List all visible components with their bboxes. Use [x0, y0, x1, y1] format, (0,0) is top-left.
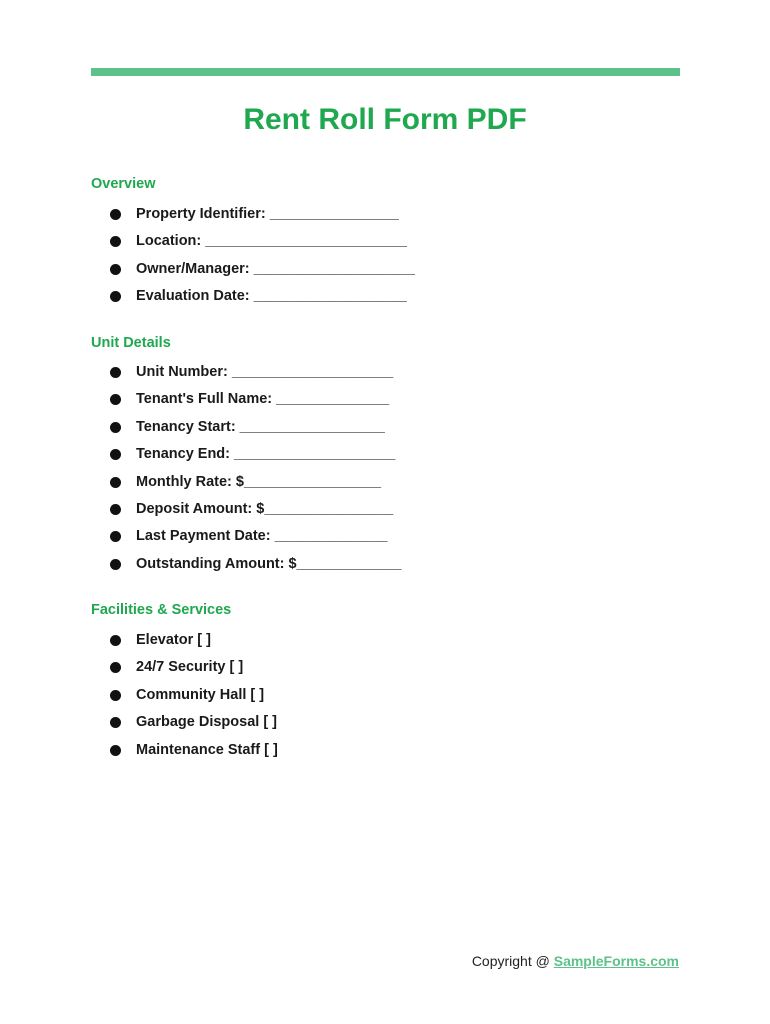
bullet-icon: [110, 449, 121, 460]
facilities-checklist: [110, 631, 278, 759]
field-property-identifier[interactable]: [110, 205, 415, 223]
overview-field-list: [110, 205, 415, 305]
section-heading-overview: Overview: [91, 176, 156, 192]
field-tenancy-end[interactable]: [110, 445, 401, 463]
header-accent-bar: [91, 68, 680, 76]
field-outstanding-amount[interactable]: [110, 555, 401, 573]
field-tenant-full-name[interactable]: [110, 390, 401, 408]
sampleforms-link[interactable]: SampleForms.com: [553, 953, 679, 969]
copyright-text: Copyright @: [471, 953, 554, 969]
field-label: Unit Number: ____________________: [136, 364, 394, 380]
field-label: Deposit Amount: $________________: [136, 500, 394, 517]
bullet-icon: [110, 291, 121, 302]
bullet-icon: [110, 367, 121, 378]
field-label: Tenancy Start: __________________: [136, 418, 385, 435]
field-label: Monthly Rate: $_________________: [136, 473, 382, 490]
bullet-icon: [110, 394, 121, 405]
field-evaluation-date[interactable]: [110, 287, 415, 305]
checkbox-label: 24/7 Security [ ]: [136, 659, 244, 676]
bullet-icon: [110, 264, 121, 275]
field-label: Tenancy End: ____________________: [136, 446, 396, 463]
bullet-icon: [110, 422, 121, 433]
field-owner-manager[interactable]: [110, 260, 415, 278]
bullet-icon: [110, 477, 121, 488]
field-label: Owner/Manager: ____________________: [136, 260, 415, 277]
bullet-icon: [110, 635, 121, 646]
field-unit-number[interactable]: [110, 363, 401, 381]
field-tenancy-start[interactable]: [110, 418, 401, 436]
bullet-icon: [110, 662, 121, 673]
document-title: Rent Roll Form PDF: [243, 103, 527, 136]
bullet-icon: [110, 690, 121, 701]
field-label: Tenant's Full Name: ______________: [136, 391, 390, 408]
section-heading-facilities: Facilities & Services: [91, 602, 232, 618]
checkbox-label: Elevator [ ]: [136, 632, 211, 648]
bullet-icon: [110, 209, 121, 220]
checkbox-security[interactable]: [110, 658, 278, 676]
checkbox-garbage-disposal[interactable]: [110, 713, 278, 731]
checkbox-label: Community Hall [ ]: [136, 686, 265, 703]
bullet-icon: [110, 531, 121, 542]
checkbox-maintenance-staff[interactable]: [110, 741, 278, 759]
field-label: Last Payment Date: ______________: [136, 528, 388, 545]
checkbox-community-hall[interactable]: [110, 686, 278, 704]
field-label: Outstanding Amount: $_____________: [136, 555, 402, 572]
bullet-icon: [110, 504, 121, 515]
field-deposit-amount[interactable]: [110, 500, 401, 518]
bullet-icon: [110, 717, 121, 728]
bullet-icon: [110, 745, 121, 756]
unit-details-field-list: [110, 363, 401, 573]
field-location[interactable]: [110, 232, 415, 250]
section-heading-unit-details: Unit Details: [91, 335, 171, 351]
checkbox-elevator[interactable]: [110, 631, 278, 649]
checkbox-label: Maintenance Staff [ ]: [136, 741, 278, 758]
field-label: Evaluation Date: ___________________: [136, 287, 407, 304]
field-monthly-rate[interactable]: [110, 473, 401, 491]
bullet-icon: [110, 559, 121, 570]
field-last-payment-date[interactable]: [110, 527, 401, 545]
checkbox-label: Garbage Disposal [ ]: [136, 714, 278, 731]
field-label: Property Identifier: ________________: [136, 206, 399, 222]
bullet-icon: [110, 236, 121, 247]
field-label: Location: _________________________: [136, 233, 407, 250]
copyright-footer: [472, 952, 679, 970]
